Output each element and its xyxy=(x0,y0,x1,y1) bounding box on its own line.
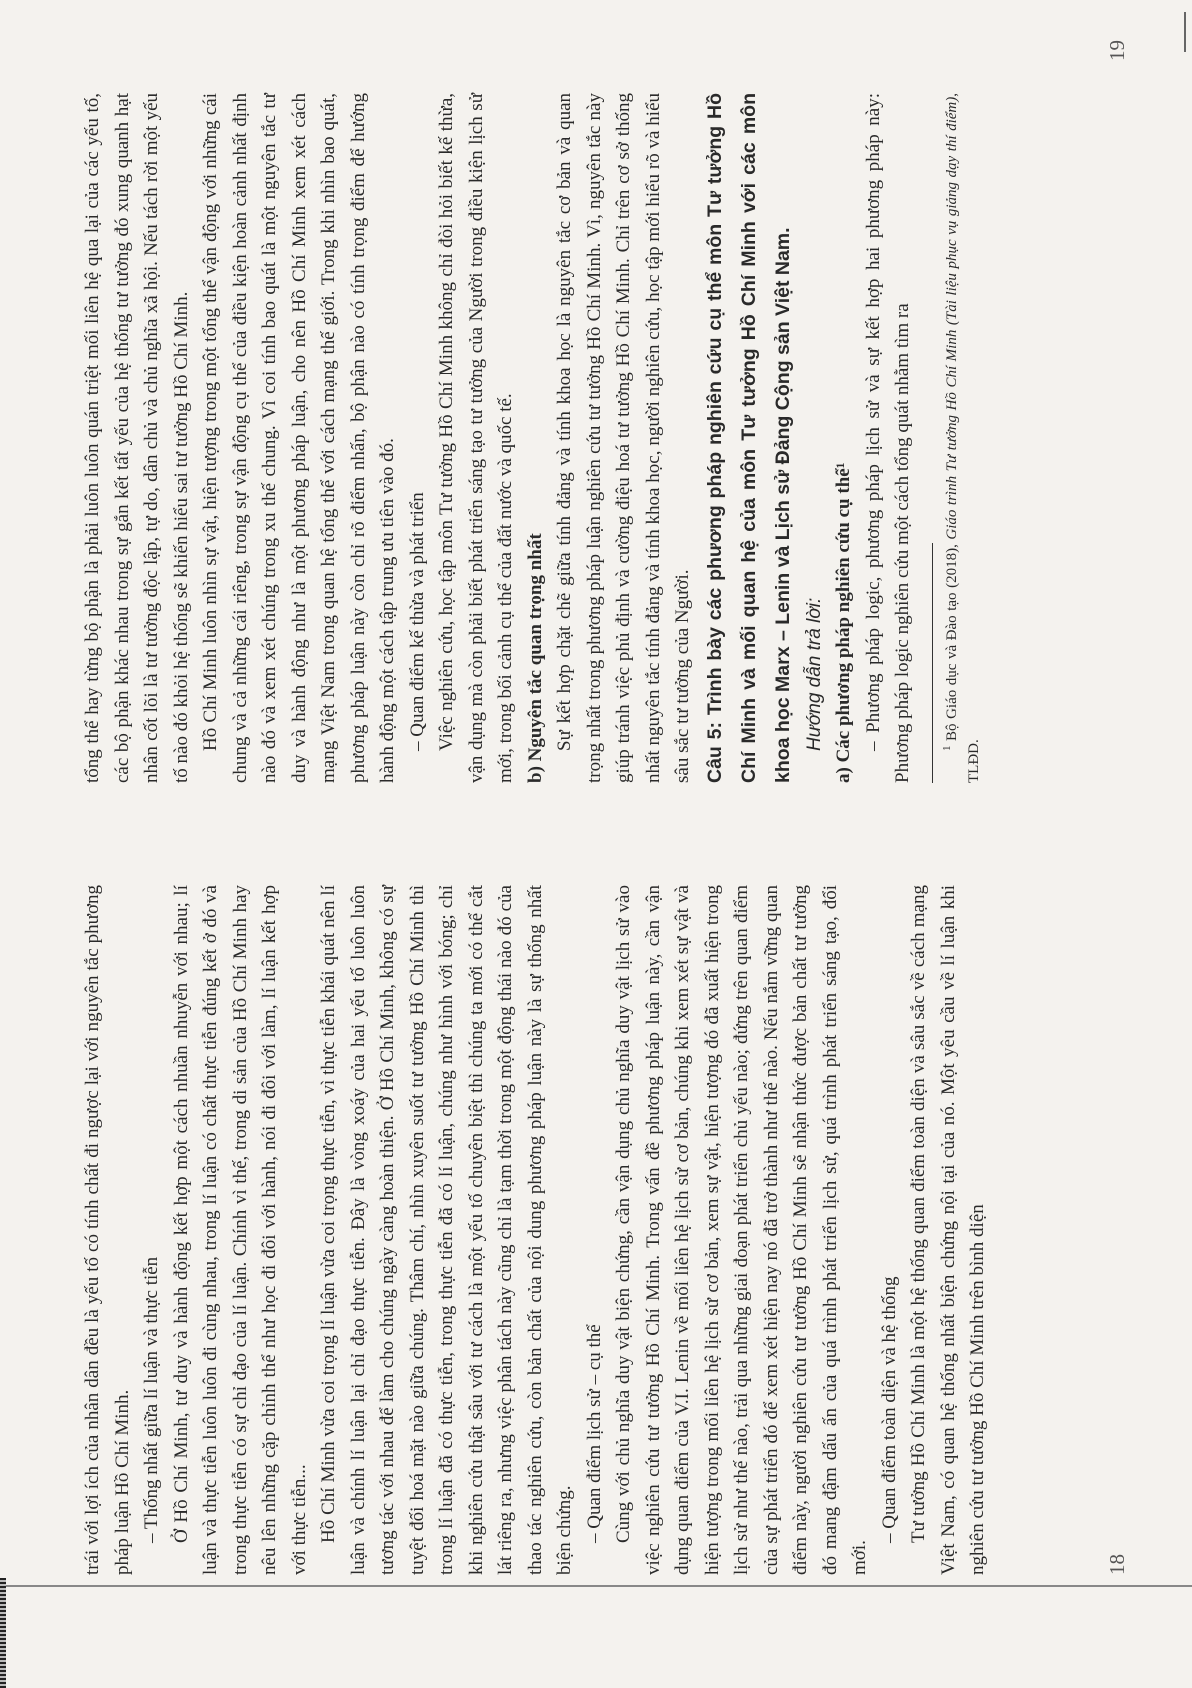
paragraph: – Phương pháp logic, phương pháp lịch sử và sự kết hợp hai phương pháp này: Phương pháp logic nghiên cứu một cách tổng quát nhằm tìm ra xyxy=(862,93,913,783)
paragraph: Sự kết hợp chặt chẽ giữa tính đảng và tính khoa học là nguyên tắc cơ bản và quan trọng nhất trong phương pháp luận nghiên cứu tư tưởng Hồ Chí Minh. Vì, nguyên tắc này giúp tránh việc phủ định và cường điệu hoá tư tưởng Hồ Chí Minh. Chỉ trên cơ sở thống nhất nguyên tắc tính đảng và tính khoa học, người nghiên cứu, học tập mới hiểu rõ và hiểu sâu sắc tư tưởng của Người. xyxy=(554,93,693,783)
question-heading: Câu 5: Trình bày các phương pháp nghiên cứu cụ thể môn Tư tưởng Hồ Chí Minh và mối quan hệ của môn Tư tưởng Hồ Chí Minh với các môn khoa học Marx – Lenin và Lịch sử Đảng Cộng sản Việt Nam. xyxy=(703,93,794,783)
footnote-title: Giáo trình Tư tưởng Hồ Chí Minh (Tài liệu phục vụ giảng dạy thí điểm) xyxy=(943,96,960,540)
footnote-suffix: , TLĐD. xyxy=(943,92,982,783)
footnote-source: Bộ Giáo dục và Đào tạo (2018), xyxy=(943,544,960,741)
paragraph: Hồ Chí Minh vừa coi trọng lí luận vừa coi trọng thực tiễn, vì thực tiễn khái quát nên lí luận và chính lí luận lại chỉ đạo thực tiễn. Đây là vòng xoáy của hai yếu tố luôn luôn tương tác với nhau để làm cho chúng ngày càng hoàn thiện. Ở Hồ Chí Minh, không có sự tuyệt đối hoá mặt nào giữa chúng. Thâm chí, nhìn xuyên suốt tư tưởng Hồ Chí Minh thì trong lí luận đã có thực tiễn, trong thực tiễn đã có lí luận, chúng như hình với bóng; chỉ khi nghiên cứu thật sâu với tư cách là một yếu tố chuyên biệt thì chúng ta mới có thể cắt lát riêng ra, nhưng việc phân tách này cũng chỉ là tạm thời trong một động thái nào đó của thao tác nghiên cứu, còn bản chất của nội dung phương pháp luận này là sự thống nhất biện chứng. xyxy=(318,885,575,1575)
paragraph: – Quan điểm kế thừa và phát triển xyxy=(406,492,428,751)
paragraph: – Quan điểm lịch sử – cụ thể xyxy=(583,1324,605,1543)
page-number-right: 19 xyxy=(1105,40,1129,61)
section-heading: b) Nguyên tắc quan trọng nhất xyxy=(524,533,546,783)
footnote-marker: 1 xyxy=(940,745,953,751)
left-page xyxy=(0,843,1192,1685)
footnote-rule xyxy=(932,543,933,783)
paragraph: Ở Hồ Chí Minh, tư duy và hành động kết hợp một cách nhuần nhuyễn với nhau; lí luận và thực tiễn luôn luôn đi cùng nhau, trong lí luận có chất thực tiễn đúng kết ở đó và trong thực tiễn có sự chỉ đạo của lí luận. Chính vì thế, trong di sản của Hồ Chí Minh hay nêu lên những cặp chỉnh thể như học đi đôi với hành, nói đi đôi với làm, lí luận kết hợp với thực tiễn... xyxy=(170,885,310,1575)
paragraph: tổng thể hay từng bộ phận là phải luôn luôn quán triệt mối liên hệ qua lại của các yếu tố, các bộ phận khác nhau trong sự gắn kết tất yếu của hệ thống tư tưởng đó xung quanh hạt nhân cốt lõi là tư tưởng độc lập, tự do, dân chủ và chủ nghĩa xã hội. Nếu tách rời một yếu tố nào đó khỏi hệ thống sẽ khiến hiểu sai tư tưởng Hồ Chí Minh. xyxy=(82,93,192,783)
paragraph: Hồ Chí Minh luôn nhìn sự vật, hiện tượng trong một tổng thể vận động với những cái chung và cả những cái riêng, trong sự vận động cụ thể của điều kiện hoàn cảnh nhất định nào đó và xem xét chúng trong xu thế chung. Vì coi tính bao quát là một nguyên tắc tư duy và hành động như là một phương pháp luận, cho nên Hồ Chí Minh xem xét cách mạng Việt Nam trong quan hệ tổng thể với cách mạng thế giới. Trong khi nhìn bao quát, phương pháp luận này còn chỉ rõ điểm nhấn, bộ phận nào có tính trọng điểm để hướng hành động một cách tập trung ưu tiên vào đó. xyxy=(200,93,398,783)
paragraph: Hướng dẫn trả lời: xyxy=(803,597,825,751)
paragraph: Cùng với chủ nghĩa duy vật biện chứng, cần vận dụng chủ nghĩa duy vật lịch sử vào việc nghiên cứu tư tưởng Hồ Chí Minh. Trong vấn đề phương pháp luận này, cần vận dụng quan điểm của V.I. Lenin về mối liên hệ lịch sử cơ bản, chúng khi xem xét sự vật và hiện tượng trong mối liên hệ lịch sử cơ bản, xem sự vật, hiện tượng đó đã xuất hiện trong lịch sử như thế nào, trải qua những giai đoạn phát triển chủ yếu nào; đứng trên quan điểm của sự phát triển đó để xem xét hiện nay nó đã trở thành như thế nào. Nếu nắm vững quan điểm này, người nghiên cứu tư tưởng Hồ Chí Minh sẽ nhận thức được bản chất tư tưởng đó mang đậm dấu ấn của quá trình phát triển lịch sử, quá trình phát triển sáng tạo, đổi mới. xyxy=(613,885,870,1575)
paragraph: Tư tưởng Hồ Chí Minh là một hệ thống quan điểm toàn diện và sâu sắc về cách mạng Việt Nam, có quan hệ thống nhất biện chứng nội tại của nó. Một yêu cầu về lí luận khi nghiên cứu tư tưởng Hồ Chí Minh trên bình diện xyxy=(908,885,988,1575)
paragraph: – Quan điểm toàn diện và hệ thống xyxy=(878,1276,900,1543)
paragraph: – Thống nhất giữa lí luận và thực tiễn xyxy=(141,1256,162,1543)
section-heading: a) Các phương pháp nghiên cứu cụ thể¹ xyxy=(833,462,854,783)
paragraph: Việc nghiên cứu, học tập môn Tư tưởng Hồ Chí Minh không chỉ đòi hỏi biết kế thừa, vận dụng mà còn phải biết phát triển sáng tạo tư tưởng của Người trong điều kiện lịch sử mới, trong bối cảnh cụ thể của đất nước và quốc tế. xyxy=(436,93,516,783)
right-page xyxy=(0,0,1192,843)
right-page-text xyxy=(78,93,985,783)
page-number-left: 18 xyxy=(1105,1554,1129,1575)
paragraph: trái với lợi ích của nhân dân đều là yếu tố có tính chất đi ngược lại với nguyên tắc phương pháp luận Hồ Chí Minh. xyxy=(82,885,133,1575)
left-page-text xyxy=(78,885,993,1575)
footnote xyxy=(941,93,985,783)
